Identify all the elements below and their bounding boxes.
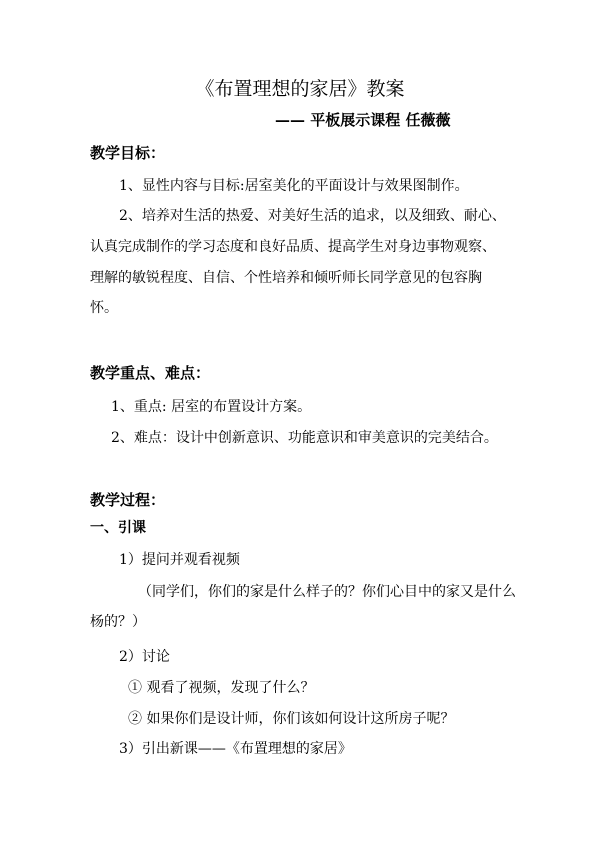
goals-item-2-line-1: 2、培养对生活的热爱、对美好生活的追求，以及细致、耐心、: [119, 208, 506, 224]
key-points-heading: 教学重点、难点：: [90, 364, 211, 382]
key-point-2: 2、难点：设计中创新意识、功能意识和审美意识的完美结合。: [111, 430, 498, 446]
goals-heading: 教学目标：: [90, 144, 166, 162]
document-subtitle: —— 平板展示课程 任薇薇: [275, 111, 451, 129]
document-title: 《布置理想的家居》教案: [195, 78, 405, 100]
discussion-question-2: ② 如果你们是设计师，你们该如何设计这所房子呢？: [128, 711, 455, 727]
key-point-1: 1、重点: 居室的布置设计方案。: [111, 399, 312, 415]
process-step-1-note-line-1: （同学们，你们的家是什么样子的？你们心目中的家又是什么: [138, 584, 516, 600]
process-step-2: 2）讨论: [119, 649, 170, 665]
process-part-1: 一、引课: [90, 520, 146, 536]
discussion-question-1: ① 观看了视频，发现了什么？: [128, 680, 315, 696]
process-step-1-note-line-2: 杨的？）: [90, 614, 146, 630]
process-step-1: 1）提问并观看视频: [119, 552, 240, 568]
process-heading: 教学过程：: [90, 491, 166, 509]
goals-item-2-line-2: 认真完成制作的学习态度和良好品质、提高学生对身边事物观察、: [90, 239, 496, 255]
process-step-3: 3）引出新课——《布置理想的家居》: [119, 741, 352, 757]
goals-item-1: 1、显性内容与目标:居室美化的平面设计与效果图制作。: [119, 178, 469, 194]
goals-item-2-line-4: 怀。: [90, 300, 118, 316]
goals-item-2-line-3: 理解的敏锐程度、自信、个性培养和倾听师长同学意见的包容胸: [90, 270, 482, 286]
